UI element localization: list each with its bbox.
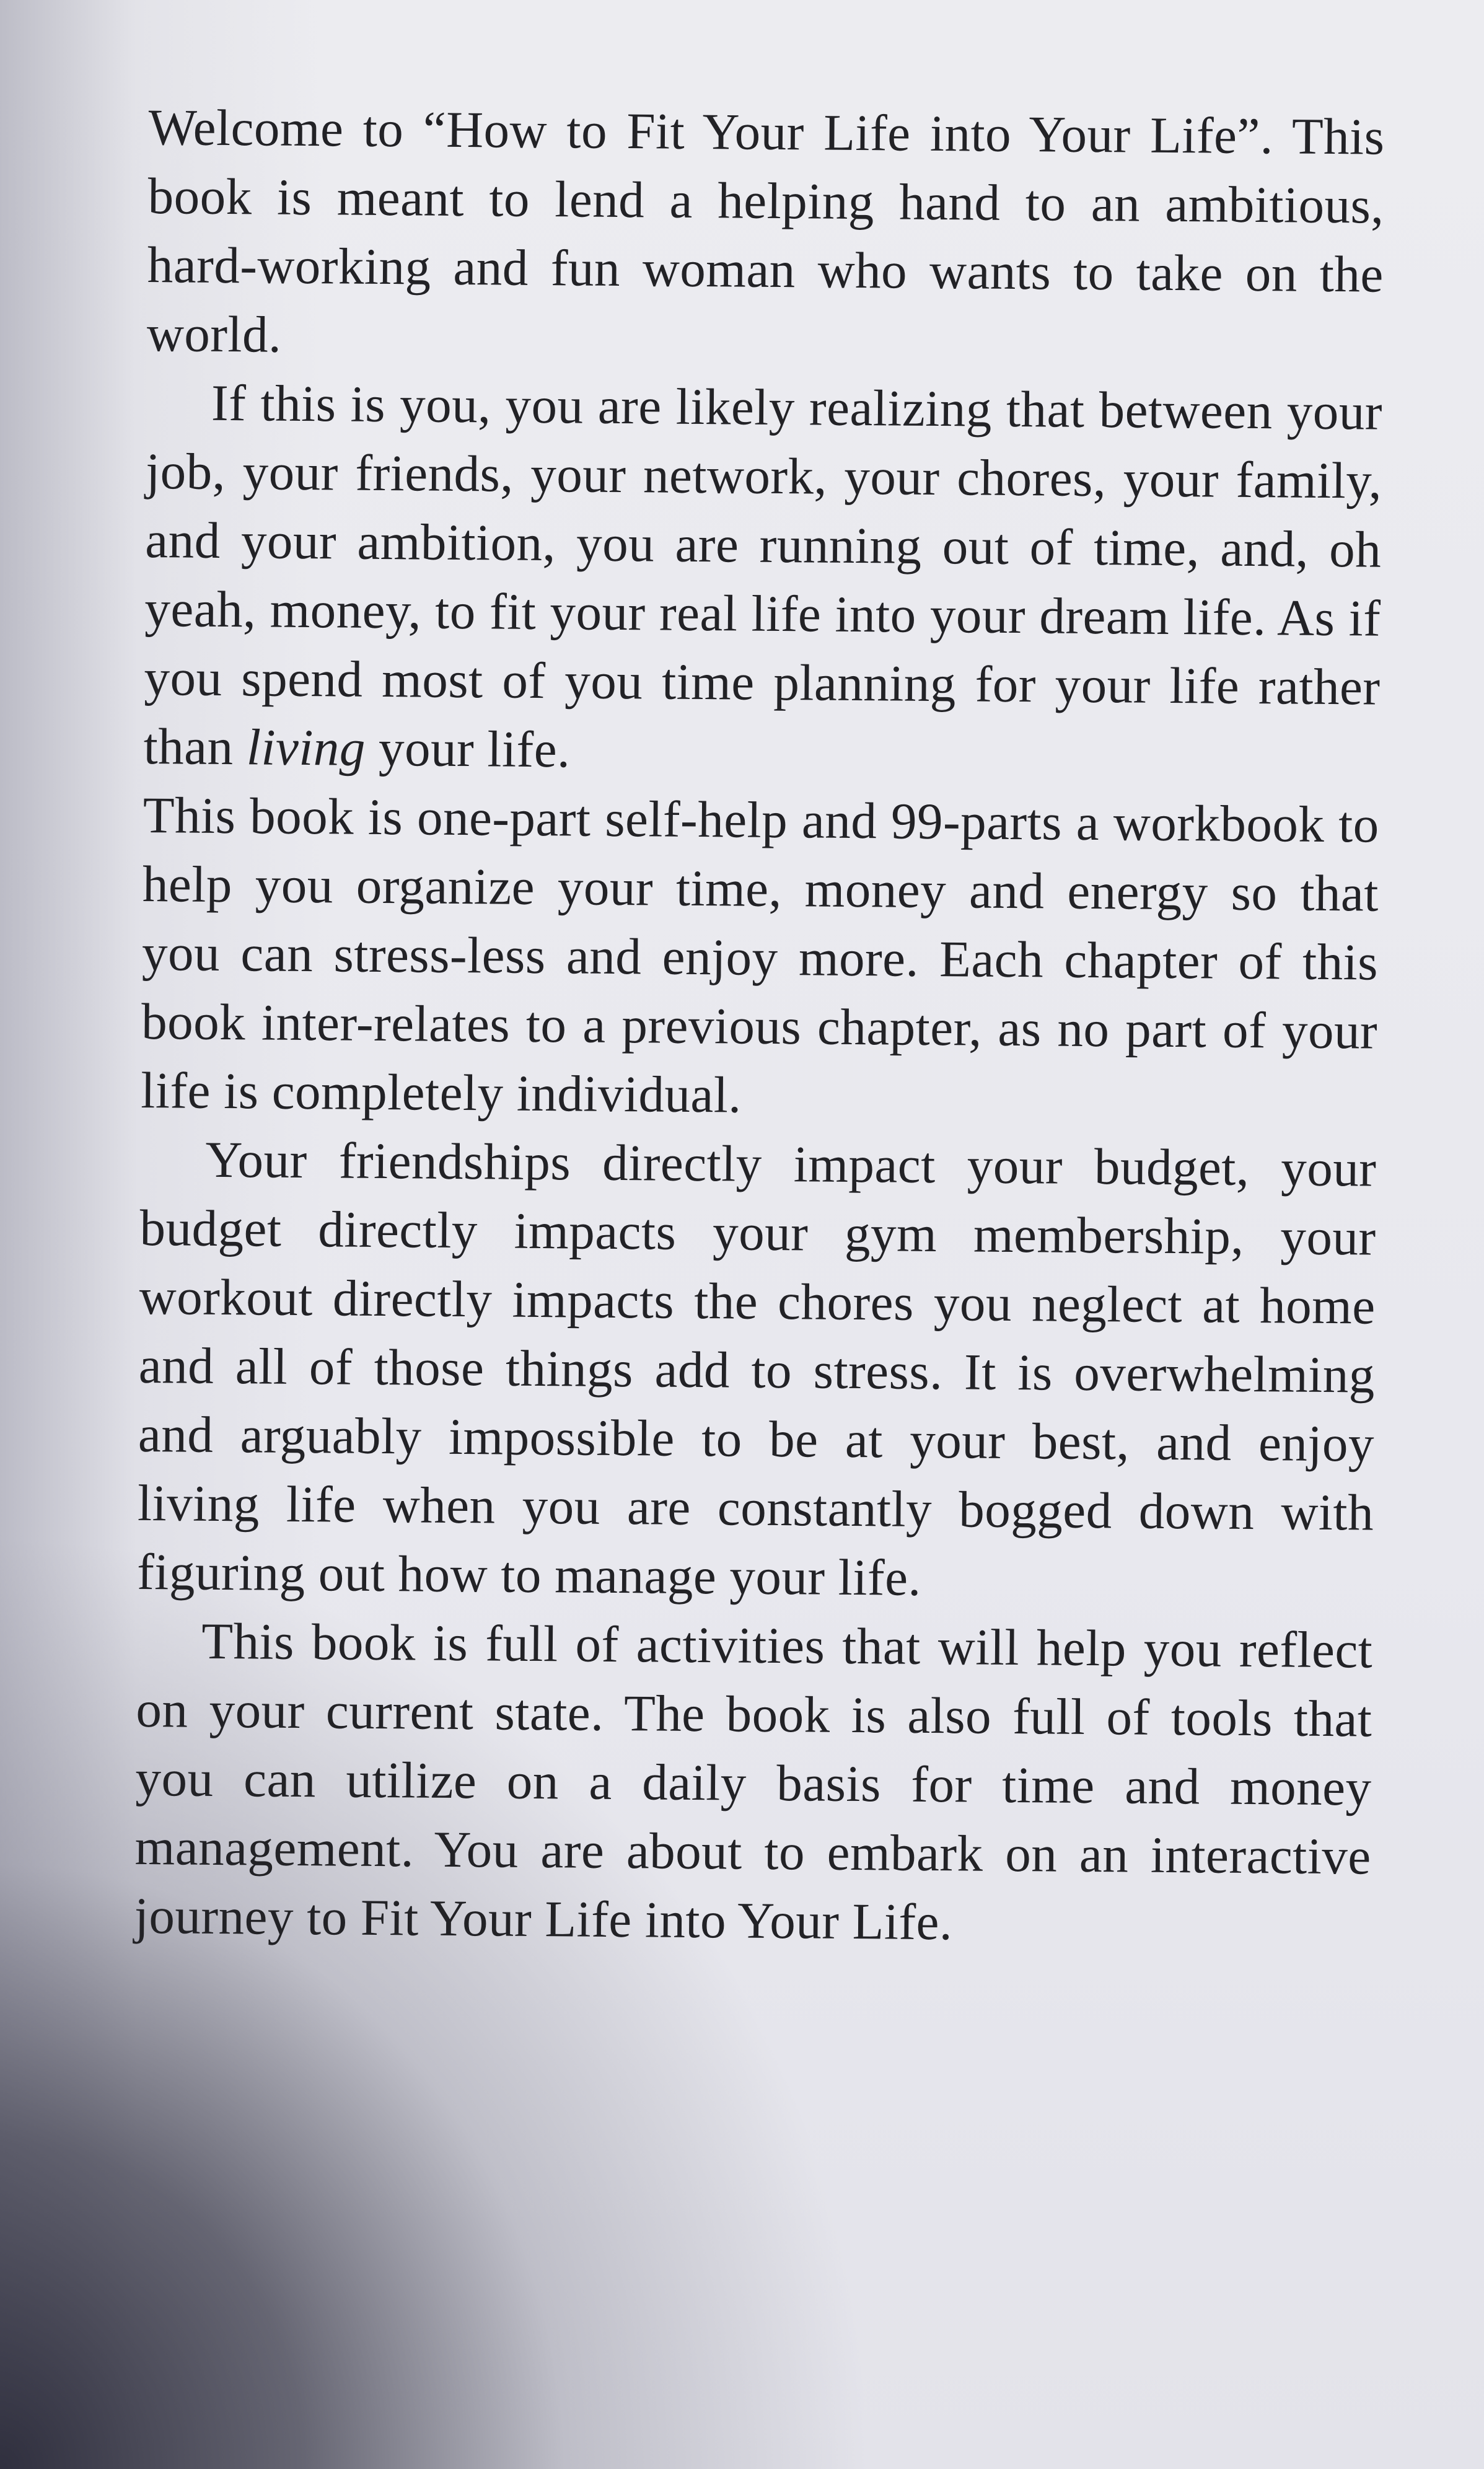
paragraph-text: If this is you, you are likely realizing that between your job, your friends, your network, your chores, your family, and your ambition, you are running out of time, and, oh yeah, money, to fit your real life into your dream life. As if you spend most of you time planning for your life rather than xyxy=(143,374,1383,776)
paragraph-one-part-self-help xyxy=(141,781,1379,1135)
paragraph-text: This book is one-part self-help and 99-parts a workbook to help you organize your time, money and energy so that you can stress-less and enjoy more. Each chapter of this book inter-relates to a previous chapter, as no part of your life is completely individual. xyxy=(141,786,1380,1124)
paragraph-text: This book is full of activities that will help you reflect on your current state. The book is also full of tools that you can utilize on a daily basis for time and money management. You are about to embark on an interactive journey to Fit Your Life into Your Life. xyxy=(134,1612,1373,1951)
paragraph-text: your life. xyxy=(365,719,571,778)
page-text xyxy=(134,93,1384,1960)
paragraph-welcome xyxy=(147,93,1385,378)
paragraph-text: Welcome to “How to Fit Your Life into Your Life”. This book is meant to lend a helping hand to an ambitious, hard-working and fun woman who wants to take on the world. xyxy=(146,98,1385,363)
paragraph-if-this-is-you xyxy=(143,368,1382,791)
paragraph-text: Your friendships directly impact your budget, your budget directly impacts your gym membership, your workout directly impacts the chores you neglect at home and all of those things add to stress. It is overwhelming and arguably impossible to be at your best, and enjoy living life when you are constantly bogged down with figuring out how to manage your life. xyxy=(136,1130,1377,1606)
italic-word-living: living xyxy=(246,718,366,777)
paragraph-friendships xyxy=(137,1125,1377,1616)
paragraph-activities xyxy=(134,1606,1372,1960)
